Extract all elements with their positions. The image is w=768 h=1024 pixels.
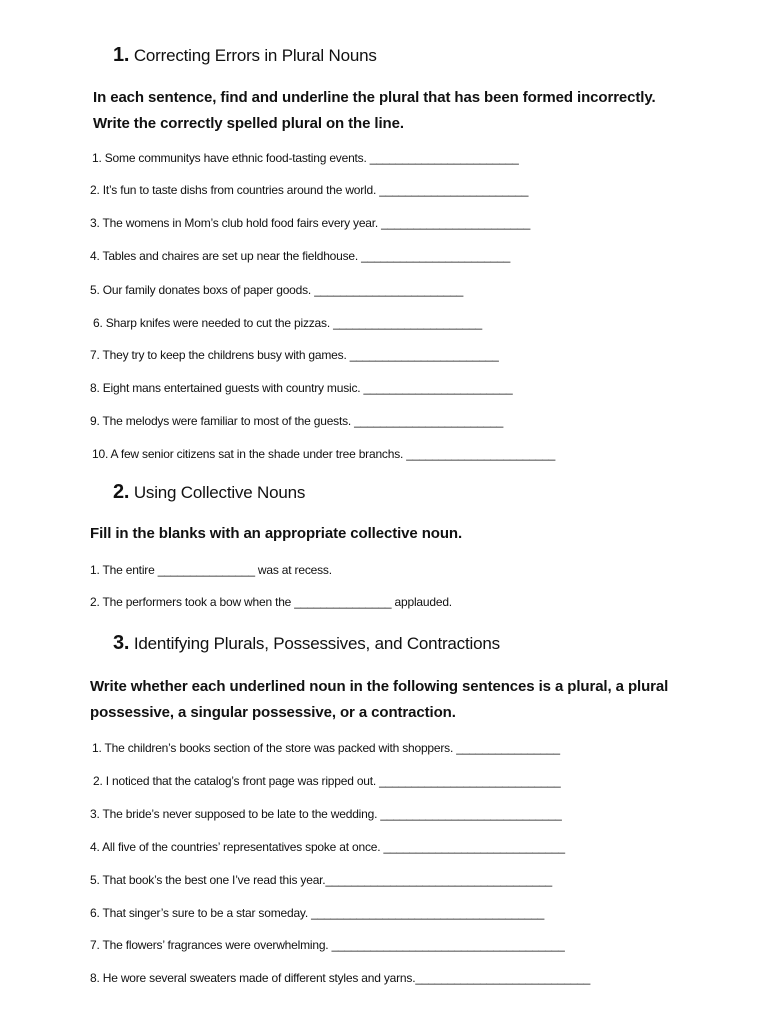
section-3-title: Identifying Plurals, Possessives, and Contractions	[133, 634, 500, 653]
section-1-item: 8. Eight mans entertained guests with country music. _______________________	[90, 381, 513, 395]
section-2-item: 2. The performers took a bow when the _______________ applauded.	[90, 595, 452, 609]
section-3-heading	[113, 632, 500, 655]
section-1-item: 10. A few senior citizens sat in the shade under tree branchs. _______________________	[92, 447, 556, 461]
section-3-item: 1. The children’s books section of the store was packed with shoppers. ________________	[92, 741, 560, 755]
section-1-heading	[113, 44, 377, 67]
section-1-item: 6. Sharp knifes were needed to cut the pizzas. _______________________	[93, 316, 482, 330]
section-1-item: 3. The womens in Mom’s club hold food fairs every year. _______________________	[90, 216, 531, 230]
section-2-instruction: Fill in the blanks with an appropriate collective noun.	[90, 525, 463, 542]
section-3-item: 8. He wore several sweaters made of different styles and yarns.___________________________	[90, 971, 591, 985]
section-3-item: 6. That singer’s sure to be a star someday. ____________________________________	[90, 906, 545, 920]
section-1-item: 4. Tables and chaires are set up near the fieldhouse. _______________________	[90, 249, 511, 263]
section-2-number: 2.	[113, 481, 130, 503]
section-2-title: Using Collective Nouns	[133, 483, 306, 502]
section-3-item: 4. All five of the countries’ representatives spoke at once. ____________________________	[90, 840, 565, 854]
section-1-instruction: In each sentence, find and underline the plural that has been formed incorrectly. Write the correctly spelled plural on the line.	[93, 89, 656, 132]
section-3-item: 7. The flowers’ fragrances were overwhelming. ____________________________________	[90, 938, 565, 952]
section-1-item: 7. They try to keep the childrens busy with games. _______________________	[90, 348, 499, 362]
section-3-item: 5. That book’s the best one I’ve read this year.___________________________________	[90, 873, 553, 887]
section-1-item: 5. Our family donates boxs of paper goods. _______________________	[90, 283, 464, 297]
section-3-item: 2. I noticed that the catalog’s front page was ripped out. ____________________________	[93, 774, 561, 788]
section-2-heading	[113, 481, 305, 504]
section-1-item: 9. The melodys were familiar to most of the guests. _______________________	[90, 414, 504, 428]
section-3-instruction: Write whether each underlined noun in the following sentences is a plural, a plural possessive, a singular possessive, or a contraction.	[90, 678, 669, 721]
section-3-number: 3.	[113, 632, 130, 654]
section-1-item: 1. Some communitys have ethnic food-tasting events. _______________________	[92, 151, 519, 165]
section-1-title: Correcting Errors in Plural Nouns	[133, 46, 377, 65]
section-1-item: 2. It’s fun to taste dishs from countries around the world. _______________________	[90, 183, 529, 197]
section-1-number: 1.	[113, 44, 130, 66]
section-3-item: 3. The bride’s never supposed to be late to the wedding. ____________________________	[90, 807, 562, 821]
section-2-item: 1. The entire _______________ was at recess.	[90, 563, 332, 577]
